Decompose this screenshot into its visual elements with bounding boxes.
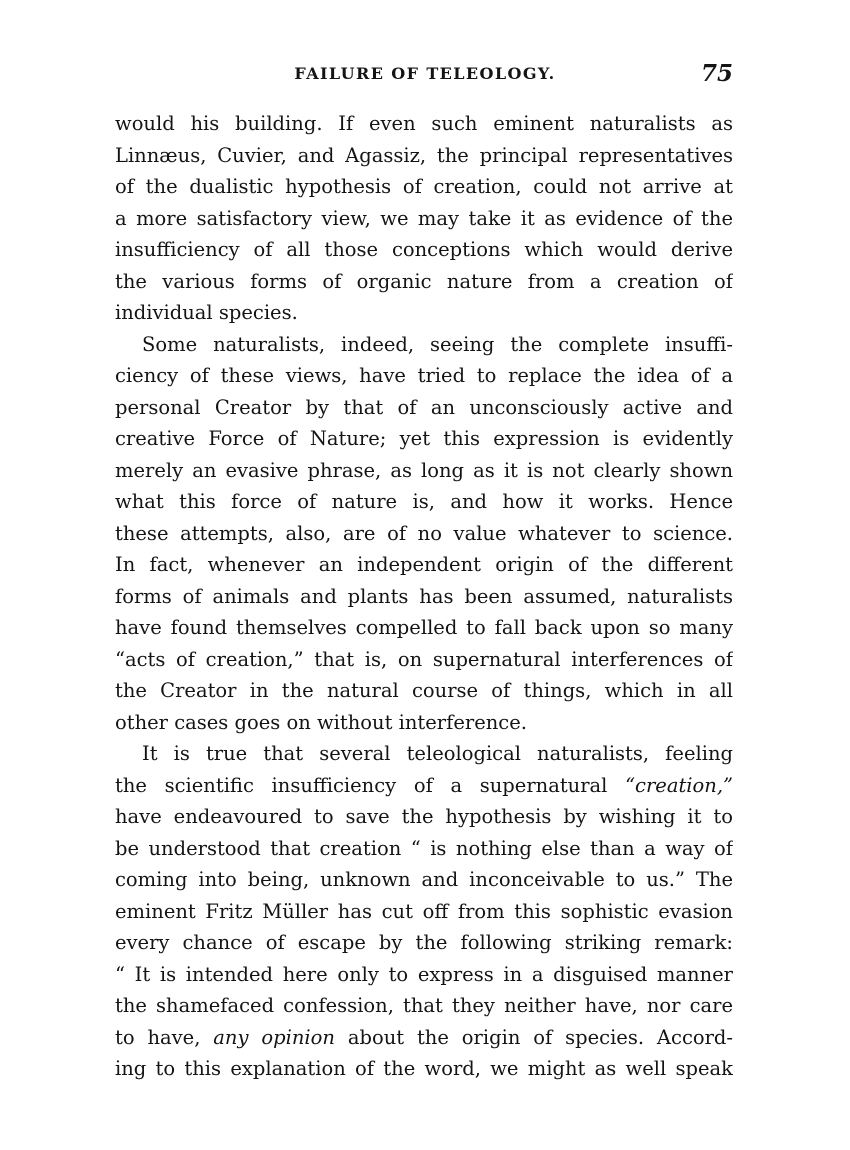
italic-text: “creation,”	[625, 773, 733, 797]
text-line: have found themselves compelled to fall back upon so many	[115, 616, 733, 639]
text-line	[115, 770, 733, 802]
text-run: to have,	[115, 1025, 214, 1049]
text-line: Linnæus, Cuvier, and Agassiz, the principal representatives	[115, 143, 733, 167]
text-line: individual species.	[115, 301, 298, 324]
text-line: In fact, whenever an independent origin of the different	[115, 553, 733, 576]
text-line: forms of animals and plants has been assumed, naturalists	[115, 584, 733, 608]
paragraph-1	[115, 108, 733, 329]
text-line: every chance of escape by the following striking remark:	[115, 931, 733, 954]
page-number: 75	[700, 60, 733, 87]
text-line: Some naturalists, indeed, seeing the complete insuffi-	[142, 332, 733, 356]
text-run: the scientific insufficiency of a supernatural	[115, 773, 626, 797]
text-line: ciency of these views, have tried to replace the idea of a	[115, 364, 733, 387]
text-line: “ It is intended here only to express in a disguised manner	[115, 962, 733, 986]
text-line: personal Creator by that of an unconsciously active and	[115, 395, 733, 419]
text-line: what this force of nature is, and how it works. Hence	[115, 490, 733, 513]
text-line: ing to this explanation of the word, we might as well speak	[115, 1057, 733, 1080]
text-line: coming into being, unknown and inconceivable to us.” The	[115, 868, 733, 891]
body-text	[115, 108, 733, 1085]
text-line: would his building. If even such eminent naturalists as	[115, 112, 733, 135]
text-line: the Creator in the natural course of things, which in all	[115, 679, 733, 702]
text-line: these attempts, also, are of no value whatever to science.	[115, 521, 733, 545]
text-line: other cases goes on without interference.	[115, 710, 527, 734]
text-line: have endeavoured to save the hypothesis by wishing it to	[115, 805, 733, 828]
text-line: the various forms of organic nature from a creation of	[115, 269, 733, 293]
text-line: be understood that creation “ is nothing else than a way of	[115, 836, 733, 860]
running-head	[115, 60, 735, 90]
text-line: eminent Fritz Müller has cut off from this sophistic evasion	[115, 899, 733, 923]
text-line: of the dualistic hypothesis of creation, could not arrive at	[115, 175, 733, 198]
italic-text: any opinion	[213, 1025, 335, 1049]
running-head-title: FAILURE OF TELEOLOGY.	[294, 64, 556, 83]
paragraph-2	[115, 329, 733, 739]
text-line: merely an evasive phrase, as long as it is not clearly shown	[115, 458, 733, 482]
paragraph-3	[115, 738, 733, 1085]
text-line: “acts of creation,” that is, on supernatural interferences of	[115, 647, 733, 671]
text-line: creative Force of Nature; yet this expression is evidently	[115, 427, 733, 450]
text-line: insufficiency of all those conceptions which would derive	[115, 238, 733, 261]
text-run: about the origin of species. Accord-	[334, 1025, 733, 1049]
text-line	[115, 1022, 733, 1054]
text-line: the shamefaced confession, that they neither have, nor care	[115, 994, 733, 1017]
text-line: a more satisfactory view, we may take it as evidence of the	[115, 206, 733, 230]
text-line: It is true that several teleological naturalists, feeling	[142, 742, 733, 765]
